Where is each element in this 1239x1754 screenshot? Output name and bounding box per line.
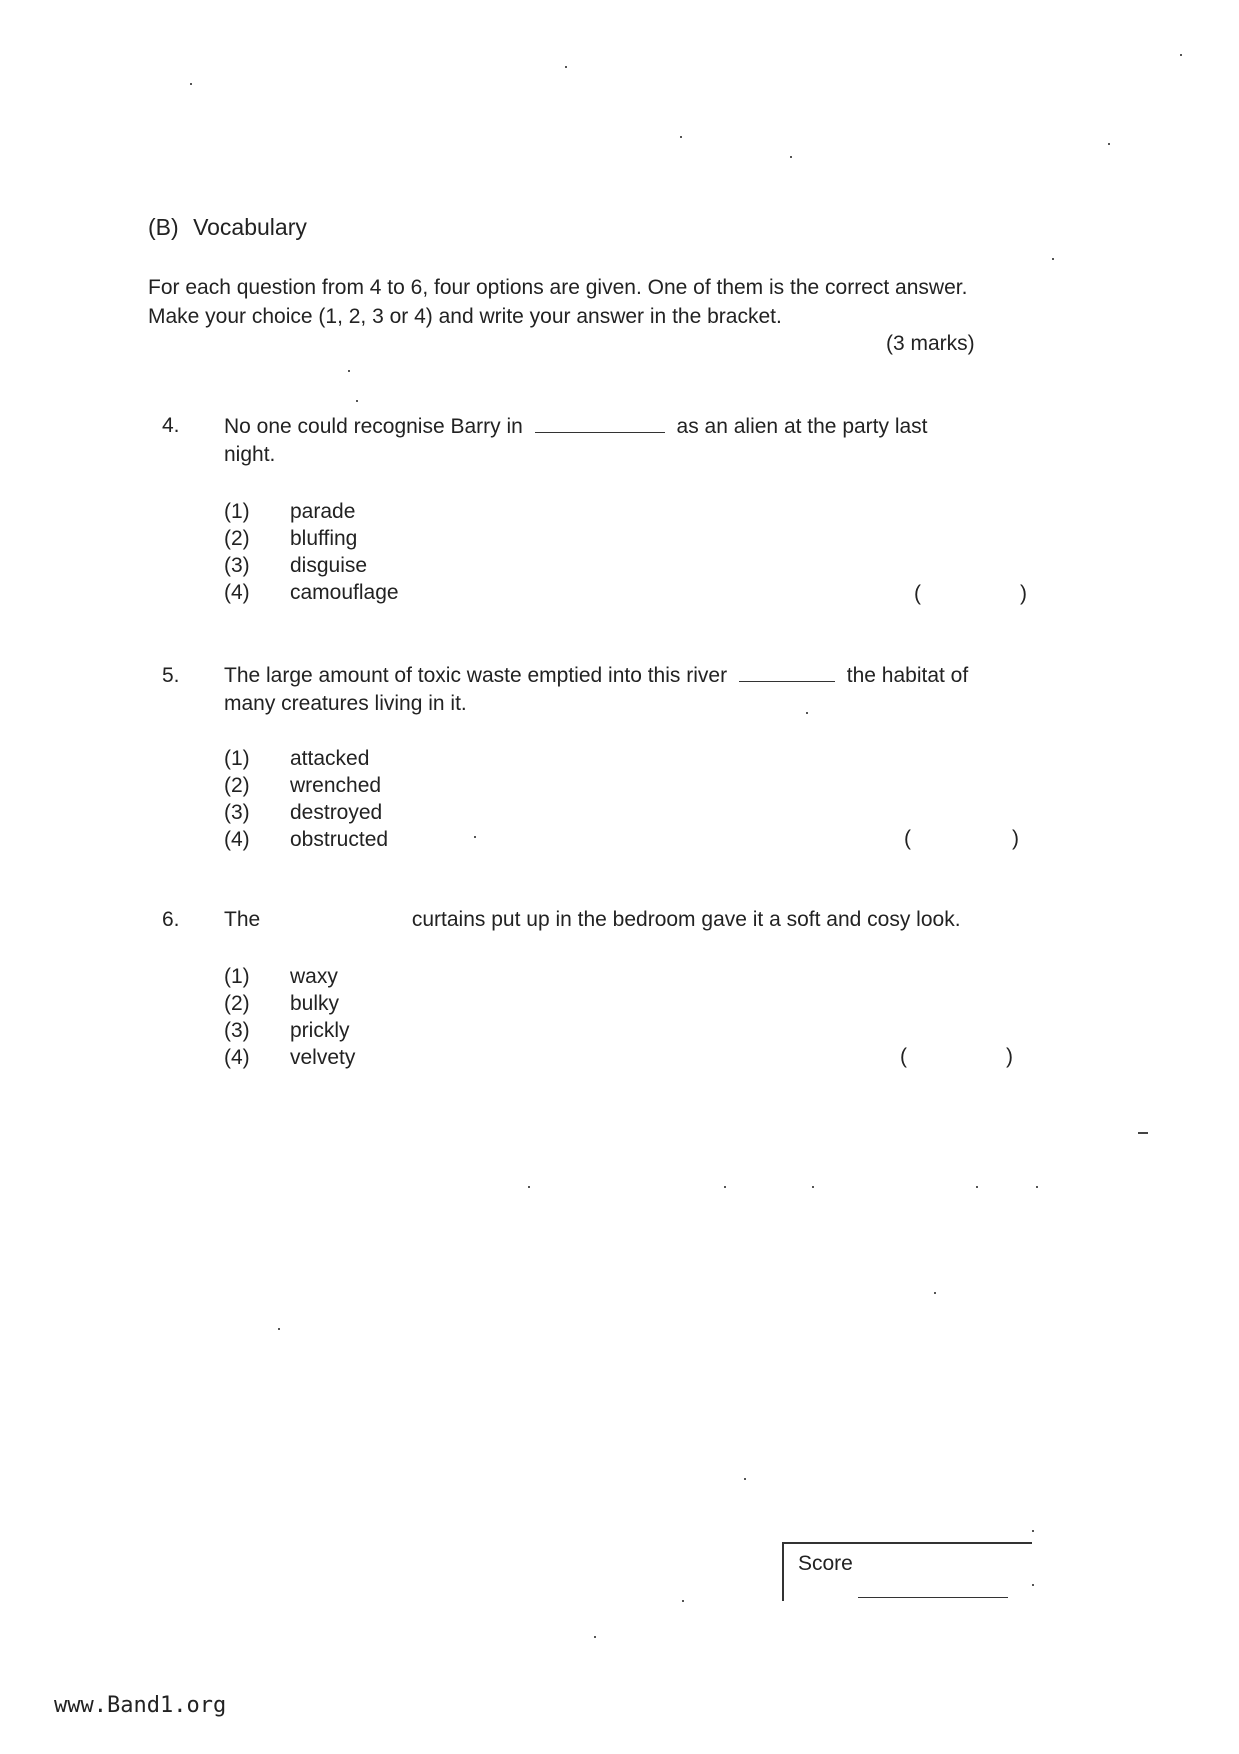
scan-speck — [724, 1186, 726, 1188]
scan-speck — [190, 83, 192, 85]
scan-speck — [1108, 143, 1110, 145]
question-4-blank[interactable] — [535, 414, 665, 433]
scan-speck — [790, 156, 792, 158]
option: (4) velvety — [224, 1046, 356, 1069]
question-5-stem-before: The large amount of toxic waste emptied into this river — [224, 664, 728, 687]
marks-label: (3 marks) — [886, 332, 975, 355]
option: (2) wrenched — [224, 774, 382, 797]
scan-speck — [356, 400, 358, 402]
section-title — [148, 214, 307, 241]
score-label: Score — [798, 1552, 853, 1575]
scan-speck — [528, 1186, 530, 1188]
option: (4) camouflage — [224, 581, 399, 604]
question-6-bracket-open: ( — [900, 1045, 907, 1068]
score-line[interactable] — [858, 1597, 1008, 1598]
scan-speck — [1036, 1186, 1038, 1188]
scan-speck — [1032, 1584, 1034, 1586]
question-6-options — [224, 963, 355, 1071]
section-heading: Vocabulary — [193, 214, 307, 240]
question-4-bracket-open: ( — [914, 582, 921, 605]
option: (4) obstructed — [224, 828, 389, 851]
question-5-bracket-open: ( — [904, 827, 911, 850]
scan-speck — [1052, 258, 1054, 260]
question-4-stem-before: No one could recognise Barry in — [224, 415, 523, 438]
question-4-stem-after: as an alien at the party last night. — [224, 415, 928, 466]
question-6-bracket-close: ) — [1006, 1045, 1013, 1068]
question-5-blank[interactable] — [739, 663, 835, 682]
scan-speck — [744, 1478, 746, 1480]
question-4-options — [224, 498, 399, 606]
question-5-number: 5. — [162, 664, 180, 687]
option: (1) parade — [224, 500, 356, 523]
option: (1) waxy — [224, 965, 338, 988]
option: (3) disguise — [224, 554, 368, 577]
option: (2) bluffing — [224, 527, 358, 550]
question-4-number: 4. — [162, 414, 180, 437]
section-label: (B) — [148, 214, 179, 240]
option: (3) destroyed — [224, 801, 383, 824]
scan-speck — [934, 1292, 936, 1294]
question-5-bracket-close: ) — [1012, 827, 1019, 850]
instructions: For each question from 4 to 6, four options are given. One of them is the correct answer. Make your choice (1, 2, 3 or 4) and write your answer in the bracket. — [148, 276, 968, 328]
question-6-blank[interactable] — [272, 907, 400, 926]
scan-speck — [1180, 54, 1182, 56]
option: (1) attacked — [224, 747, 370, 770]
scan-speck — [474, 836, 476, 838]
question-4-stem — [224, 413, 984, 469]
question-5-stem-after: the habitat of many creatures living in it. — [224, 664, 969, 715]
scan-speck — [1138, 1132, 1148, 1134]
scan-speck — [680, 136, 682, 138]
question-6-stem — [224, 906, 1004, 934]
scan-speck — [806, 712, 808, 714]
option: (3) prickly — [224, 1019, 350, 1042]
scan-speck — [348, 370, 350, 372]
question-6-number: 6. — [162, 908, 180, 931]
scan-speck — [976, 1186, 978, 1188]
footer-url: www.Band1.org — [54, 1693, 227, 1718]
scan-speck — [278, 1328, 280, 1330]
question-6-stem-before: The — [224, 908, 261, 931]
question-5-options — [224, 745, 388, 853]
question-6-stem-after: curtains put up in the bedroom gave it a soft and cosy look. — [411, 908, 961, 931]
scan-speck — [812, 1186, 814, 1188]
scan-speck — [682, 1600, 684, 1602]
option: (2) bulky — [224, 992, 340, 1015]
scan-speck — [594, 1636, 596, 1638]
question-5-stem — [224, 662, 984, 718]
scan-speck — [1032, 1530, 1034, 1532]
scan-speck — [565, 66, 567, 68]
question-4-bracket-close: ) — [1020, 582, 1027, 605]
